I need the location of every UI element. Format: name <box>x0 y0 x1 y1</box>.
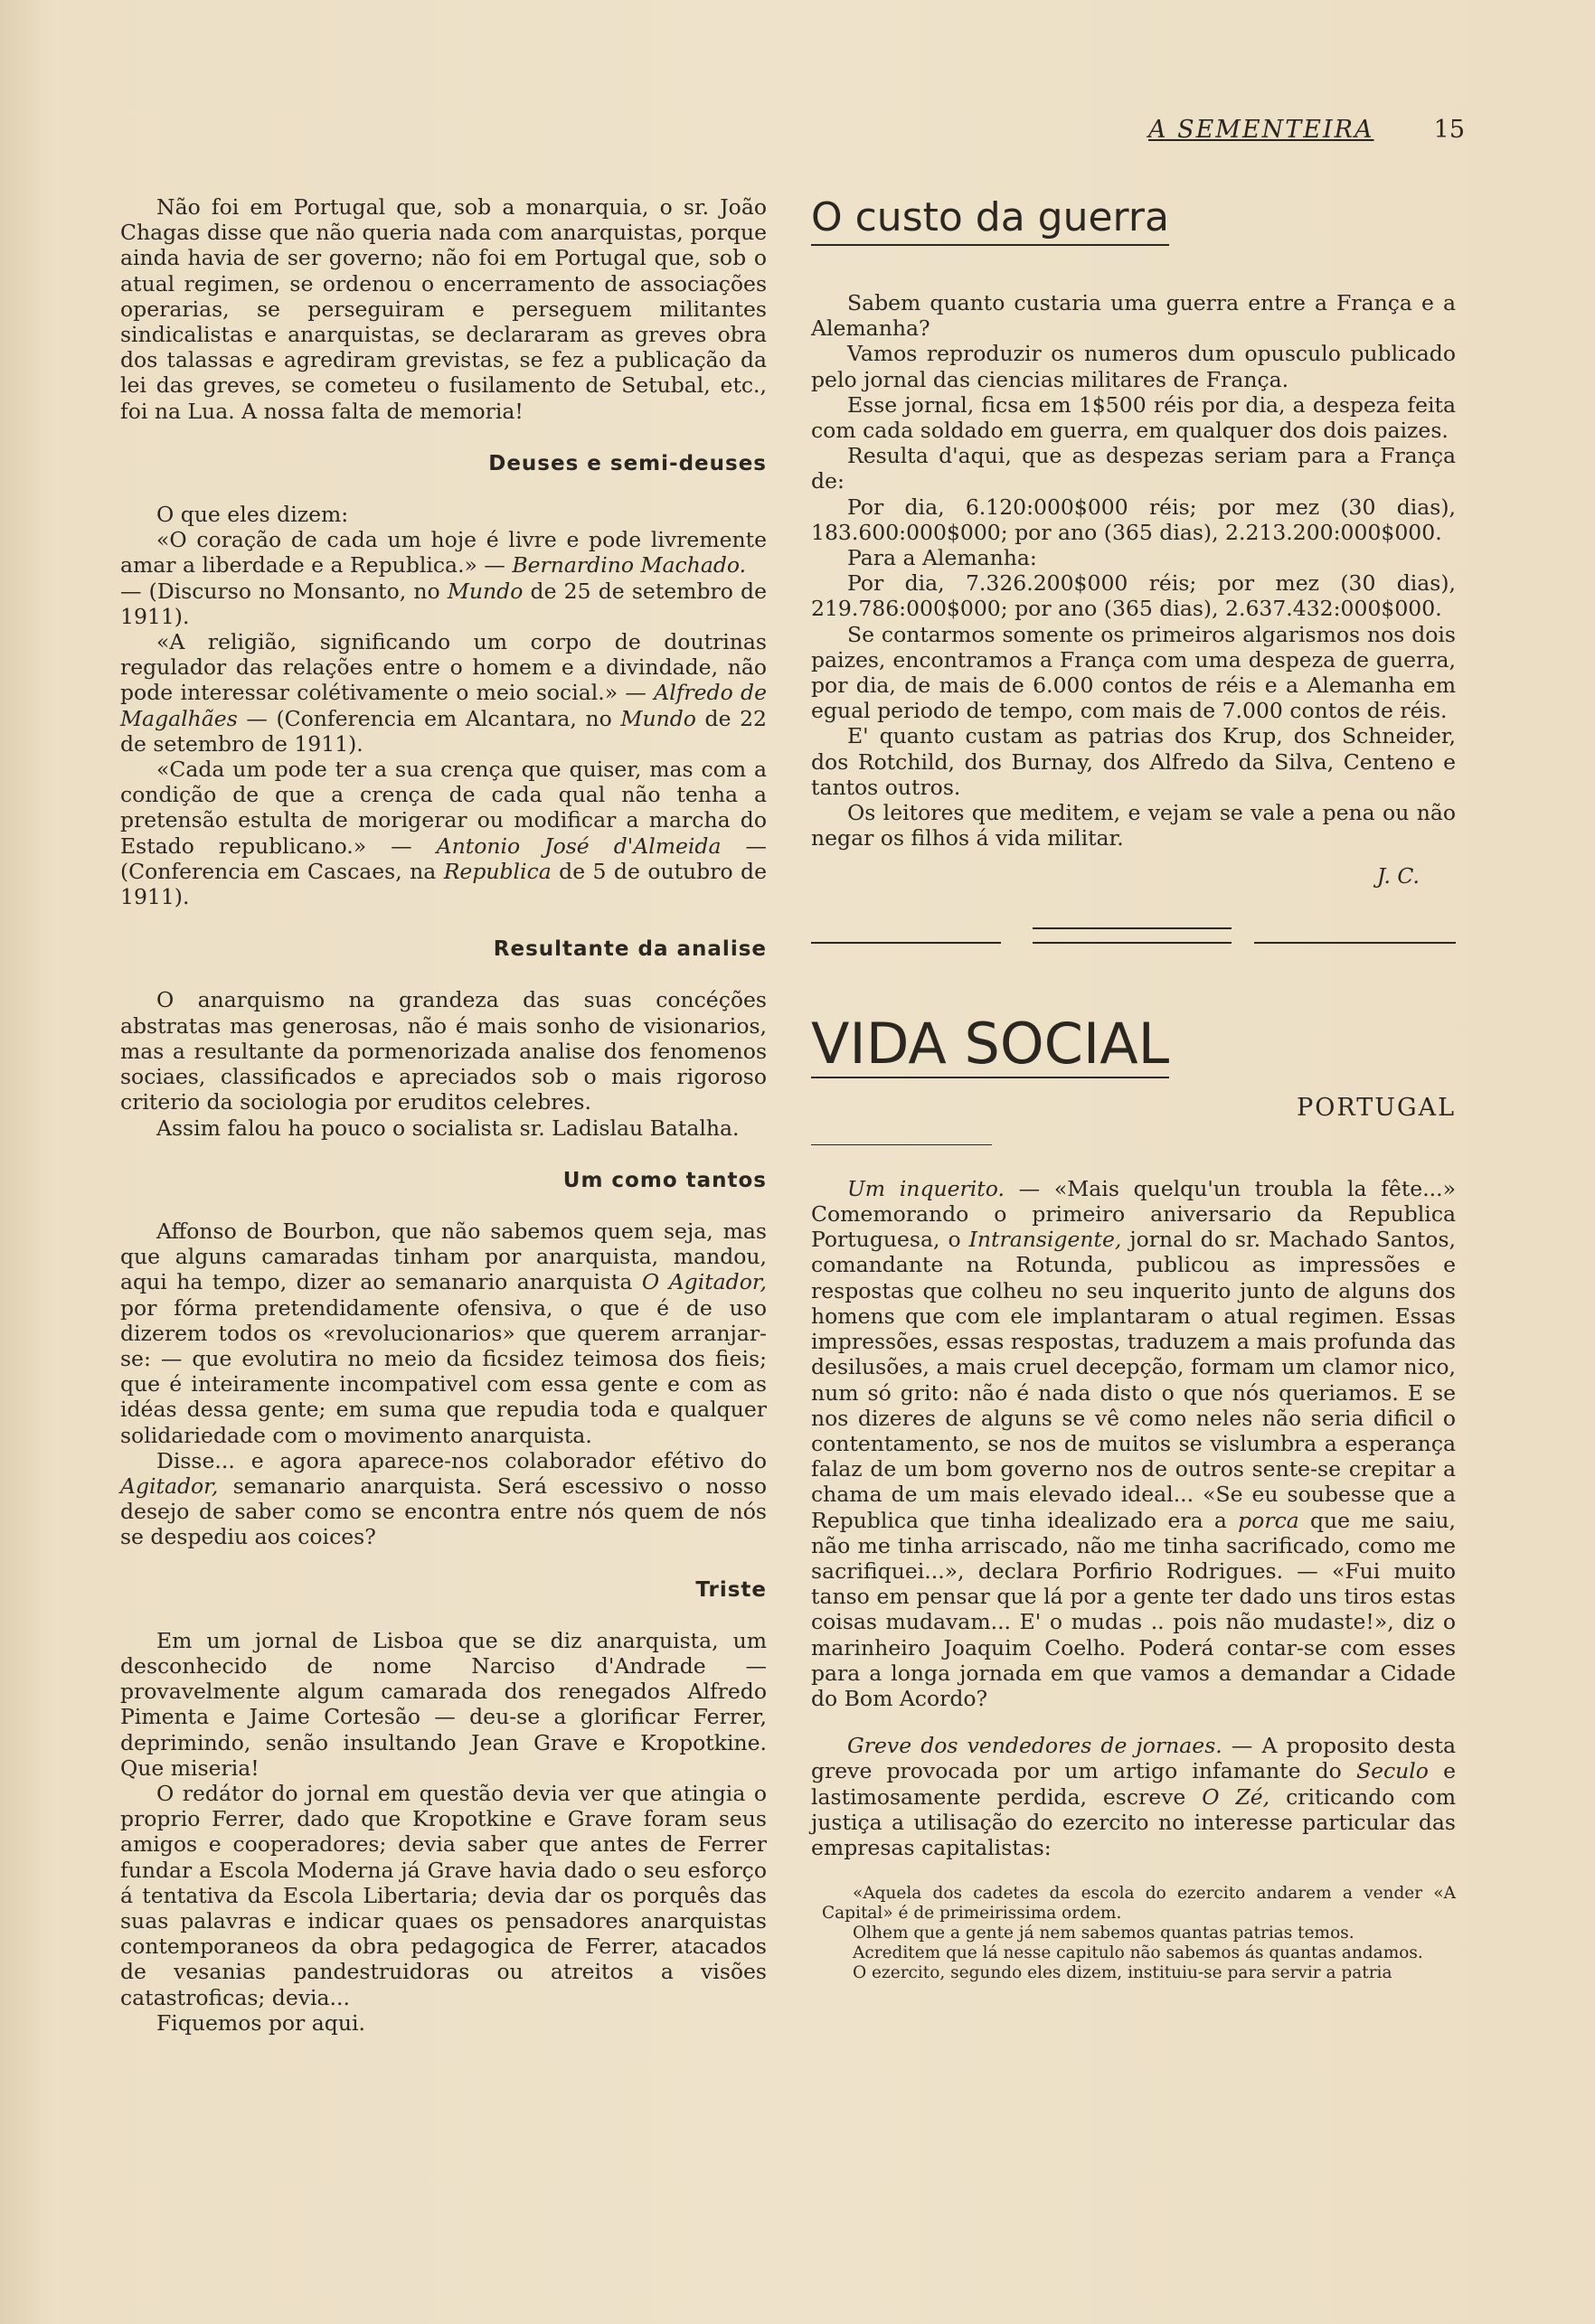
page-number: 15 <box>1433 116 1465 144</box>
section-heading-tantos: Um como tantos <box>562 1168 767 1192</box>
block-quote <box>811 1884 1456 1983</box>
quote-line: «Aquela dos cadetes da escola do ezercito andarem a vender «A Capital» é de primeirissima ordem. <box>822 1884 1456 1924</box>
article-signature: J. C. <box>1376 863 1420 889</box>
custo-paragraph: Os leitores que meditem, e vejam se vale a pena ou não negar os filhos á vida militar. <box>811 800 1456 852</box>
custo-paragraph: Esse jornal, ficsa em 1$500 réis por dia, a despeza feita com cada soldado em guerra, em qualquer dos dois paizes. <box>811 391 1456 444</box>
section-title-vida-social: VIDA SOCIAL <box>811 1010 1170 1077</box>
triste-paragraph: Fiquemos por aqui. <box>156 2009 365 2036</box>
section-heading-resultante: Resultante da analise <box>493 937 767 962</box>
publication-name: A SEMENTEIRA <box>1148 116 1374 144</box>
custo-paragraph: Se contarmos somente os primeiros algarismos nos dois paizes, encontramos a França com uma despeza de guerra, por dia, de mais de 6.000 contos de réis e a Alemanha em egual periodo de tempo, com mais de 7.000 contos de réis. <box>811 621 1456 724</box>
divider-rule <box>1033 942 1232 944</box>
custo-paragraph: Sabem quanto custaria uma guerra entre a França e a Alemanha? <box>811 290 1456 342</box>
quote-almeida: «Cada um pode ter a sua crença que quiser, mas com a condição de que a crença de cada qual não tenha a pretensão estulta de morigerar ou modificar a marcha do Estado republicano.» — Antonio José d'Almeida — (Conferencia em Cascaes, na Republica de 5 de outubro de 1911). <box>120 757 767 910</box>
right-column <box>811 194 1456 1983</box>
quote-line: Olhem que a gente já nem sabemos quantas patrias temos. <box>853 1924 1354 1943</box>
divider-rule <box>811 1144 992 1145</box>
custo-paragraph: E' quanto custam as patrias dos Krup, dos Schneider, dos Rotchild, dos Burnay, dos Alfredo da Silva, Centeno e tantos outros. <box>811 723 1456 800</box>
article-title-custo: O custo da guerra <box>811 194 1456 241</box>
section-heading-deuses: Deuses e semi-deuses <box>488 451 767 475</box>
custo-paragraph: Por dia, 6.120:000$000 réis; por mez (30 dias), 183.600:000$000; por ano (365 dias), 2.213.200:000$000. <box>811 494 1456 545</box>
paragraph-gap <box>811 1711 1456 1733</box>
quote-magalhaes: «A religião, significando um corpo de doutrinas regulador das relações entre o homem e a divindade, não pode interessar colétivamente o meio social.» — Alfredo de Magalhães — (Conferencia em Alcantara, no Mundo de 22 de setembro de 1911). <box>120 629 768 757</box>
deuses-lead: O que eles dizem: <box>156 502 349 528</box>
divider-rule <box>811 942 1001 944</box>
greve-paragraph: Greve dos vendedores de jornaes. — A proposito desta greve provocada por um artigo infamante do Seculo e lastimosamente perdida, escreve O Zé, criticando com justiça a utilisação do ezercito no interesse particular das empresas capitalistas: <box>811 1733 1456 1860</box>
custo-paragraph: Vamos reproduzir os numeros dum opusculo publicado pelo jornal das ciencias militares de França. <box>811 341 1456 392</box>
divider-rule <box>1254 942 1456 944</box>
section-heading-triste: Triste <box>695 1577 767 1602</box>
inquerito-paragraph: Um inquerito. — «Mais quelqu'un troubla la fête...» Comemorando o primeiro aniversario da Republica Portuguesa, o Intransigente, jornal do sr. Machado Santos, comandante na Rotunda, publicou as impressões e respostas que colheu no seu inquerito junto de alguns dos homens que com ele implantaram o atual regimen. Essas impressões, essas respostas, traduzem a mais profunda das desilusões, a mais cruel decepção, formam um clamor nico, num só grito: não é nada disto o que nós queriamos. E se nos dizeres de alguns se vê como neles não seria dificil o contentamento, se nos de muitos se vislumbra a esperança falaz de um bom governo nos de outros sente-se crepitar a chama de um mais elevado ideal... «Se eu soubesse que a Republica que tinha idealizado era a porca que me saiu, não me tinha arriscado, não me tinha sacrificado, como me sacrifiquei...», declara Porfirio Rodrigues. — «Fui muito tanso em pensar que lá por a gente ter dado uns tiros estas coisas mudavam... E' o mudas .. pois não mudaste!», diz o marinheiro Joaquim Coelho. Poderá contar-se com esses para a longa jornada em que vamos a demandar a Cidade do Bom Acordo? <box>811 1175 1456 1711</box>
resultante-paragraph: O anarquismo na grandeza das suas concéções abstratas mas generosas, não é mais sonho de visionarios, mas a resultante da pormenorizada analise dos fenomenos sociaes, classificados e apreciados sob o mais rigoroso criterio da sociologia por eruditos celebres. <box>120 987 767 1115</box>
resultante-paragraph: Assim falou ha pouco o socialista sr. Ladislau Batalha. <box>156 1115 740 1141</box>
triste-paragraph: Em um jornal de Lisboa que se diz anarquista, um desconhecido de nome Narciso d'Andrade — provavelmente algum camarada dos renegados Alfredo Pimenta e Jaime Cortesão — deu-se a glorificar Ferrer, deprimindo, senão insultando Jean Grave e Kropotkine. Que miseria! <box>120 1627 767 1781</box>
quote-line: Acreditem que lá nesse capitulo não sabemos ás quantas andamos. <box>853 1943 1423 1963</box>
section-divider <box>811 920 1456 956</box>
country-heading: PORTUGAL <box>1297 1093 1456 1122</box>
quote-machado-source: — (Discurso no Monsanto, no Mundo de 25 de setembro de 1911). <box>120 578 767 629</box>
left-column <box>120 194 767 2036</box>
tantos-paragraph: Disse... e agora aparece-nos colaborador efétivo do Agitador, semanario anarquista. Será escessivo o nosso desejo de saber como se encontra entre nós quem de nós se despediu aos coices? <box>120 1447 767 1550</box>
quote-line: O ezercito, segundo eles dizem, instituiu-se para servir a patria <box>853 1963 1392 1983</box>
custo-paragraph: Por dia, 7.326.200$000 réis; por mez (30 dias), 219.786:000$000; por ano (365 dias), 2.637.432:000$000. <box>811 570 1456 622</box>
custo-paragraph: Resulta d'aqui, que as despezas seriam para a França de: <box>811 443 1456 494</box>
quote-machado: «O coração de cada um hoje é livre e pode livremente amar a liberdade e a Republica.» — Bernardino Machado. <box>120 527 767 579</box>
running-head <box>1148 116 1465 144</box>
tantos-paragraph: Affonso de Bourbon, que não sabemos quem seja, mas que alguns camaradas tinham por anarquista, mandou, aqui ha tempo, dizer ao semanario anarquista O Agitador, por fórma pretendidamente ofensiva, o que é de uso dizerem todos os «revolucionarios» que querem arranjar-se: — que evolutira no meio da ficsidez teimosa dos fieis; que é inteiramente incompativel com essa gente e com as idéas dessa gente; em suma que repudia toda e qualquer solidariedade com o movimento anarquista. <box>120 1218 767 1448</box>
intro-paragraph: Não foi em Portugal que, sob a monarquia, o sr. João Chagas disse que não queria nada com anarquistas, porque ainda havia de ser governo; não foi em Portugal que, sob o atual regimen, se ordenou o encerramento de associações operarias, se perseguiram e perseguem militantes sindicalistas e anarquistas, se declararam as greves obra dos talassas e agrediram grevistas, se fez a publicação da lei das greves, se cometeu o fusilamento de Setubal, etc., foi na Lua. A nossa falta de memoria! <box>120 194 767 424</box>
divider-rule <box>1033 927 1232 929</box>
triste-paragraph: O redátor do jornal em questão devia ver que atingia o proprio Ferrer, dado que Kropotkine e Grave foram seus amigos e cooperadores; devia saber que antes de Ferrer fundar a Escola Moderna já Grave havia dado o seu esforço á tentativa da Escola Libertaria; devia dar os porquês das suas palavras e indicar quaes os pensadores anarquistas contemporaneos da obra pedagogica de Ferrer, atacados de vesanias pandestruidoras ou atreitos a visões catastroficas; devia... <box>120 1780 767 2010</box>
custo-paragraph: Para a Alemanha: <box>847 545 1037 571</box>
